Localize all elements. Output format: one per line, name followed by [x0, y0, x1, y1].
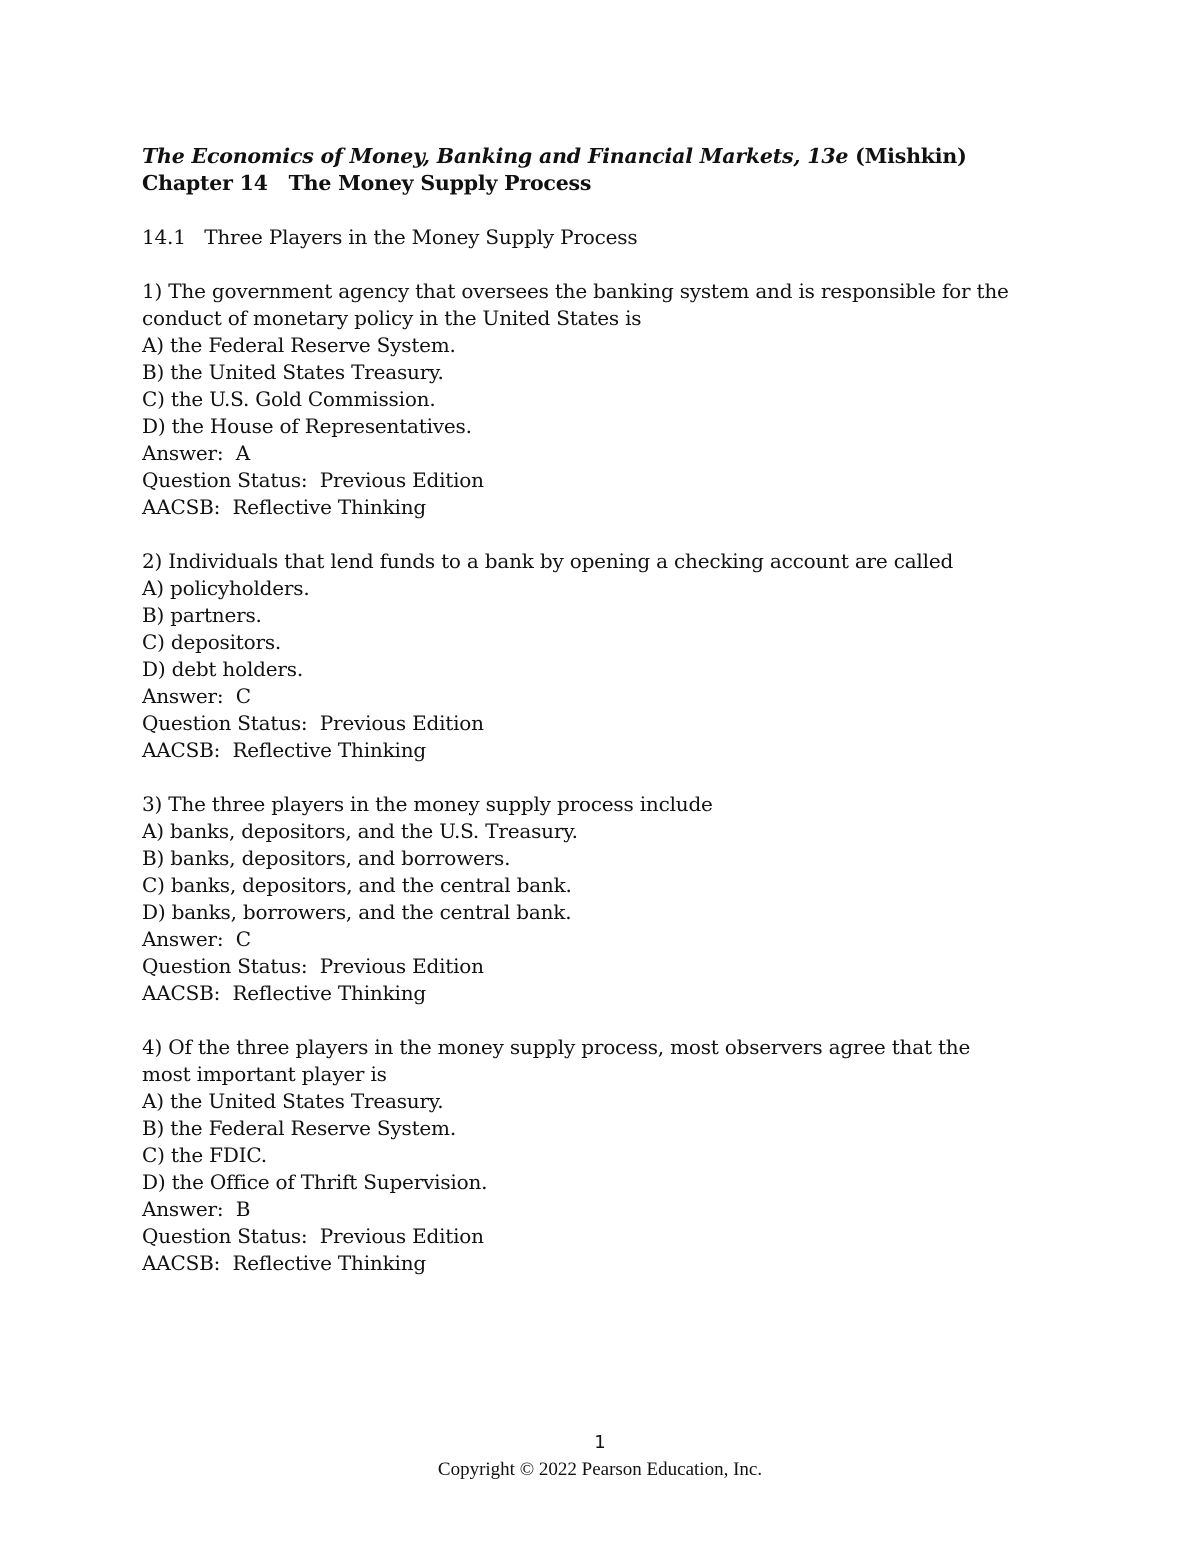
- option-d: D) banks, borrowers, and the central bank.: [142, 900, 572, 924]
- book-title-line: [142, 143, 1082, 170]
- spacer: [142, 521, 1082, 548]
- book-title: The Economics of Money, Banking and Financial Markets, 13e: [142, 144, 849, 168]
- question-stem: 2) Individuals that lend funds to a bank by opening a checking account are called: [142, 549, 954, 573]
- section-title: 14.1 Three Players in the Money Supply Process: [142, 225, 638, 249]
- option-a: A) the United States Treasury.: [142, 1089, 444, 1113]
- page-number: 1: [594, 1432, 606, 1453]
- question-status: Question Status: Previous Edition: [142, 468, 484, 492]
- option-a: A) the Federal Reserve System.: [142, 333, 456, 357]
- answer: Answer: C: [142, 927, 251, 951]
- aacsb-tag: AACSB: Reflective Thinking: [142, 495, 426, 519]
- spacer: [142, 764, 1082, 791]
- question-status: Question Status: Previous Edition: [142, 711, 484, 735]
- spacer: [142, 197, 1082, 224]
- option-d: D) debt holders.: [142, 657, 303, 681]
- option-a: A) policyholders.: [142, 576, 310, 600]
- answer: Answer: B: [142, 1197, 251, 1221]
- question-status: Question Status: Previous Edition: [142, 1224, 484, 1248]
- spacer: [142, 1007, 1082, 1034]
- option-c: C) banks, depositors, and the central bank.: [142, 873, 572, 897]
- aacsb-tag: AACSB: Reflective Thinking: [142, 738, 426, 762]
- answer: Answer: C: [142, 684, 251, 708]
- option-b: B) banks, depositors, and borrowers.: [142, 846, 511, 870]
- option-b: B) the Federal Reserve System.: [142, 1116, 456, 1140]
- chapter-title: Chapter 14 The Money Supply Process: [142, 171, 592, 195]
- question-block-4: [142, 1034, 1082, 1277]
- aacsb-tag: AACSB: Reflective Thinking: [142, 981, 426, 1005]
- option-a: A) banks, depositors, and the U.S. Treasury.: [142, 819, 578, 843]
- page-content: [142, 143, 1082, 1277]
- question-stem: 1) The government agency that oversees the banking system and is responsible for the conduct of monetary policy in the United States is: [142, 279, 1009, 330]
- option-b: B) the United States Treasury.: [142, 360, 444, 384]
- option-c: C) the U.S. Gold Commission.: [142, 387, 436, 411]
- answer: Answer: A: [142, 441, 251, 465]
- question-status: Question Status: Previous Edition: [142, 954, 484, 978]
- option-b: B) partners.: [142, 603, 262, 627]
- question-stem: 4) Of the three players in the money supply process, most observers agree that the most important player is: [142, 1035, 971, 1086]
- option-c: C) depositors.: [142, 630, 282, 654]
- book-author: (Mishkin): [855, 144, 967, 168]
- option-d: D) the House of Representatives.: [142, 414, 472, 438]
- question-block-1: [142, 278, 1082, 521]
- copyright-notice: Copyright © 2022 Pearson Education, Inc.: [437, 1459, 763, 1480]
- question-block-3: [142, 791, 1082, 1007]
- option-c: C) the FDIC.: [142, 1143, 267, 1167]
- aacsb-tag: AACSB: Reflective Thinking: [142, 1251, 426, 1275]
- spacer: [142, 251, 1082, 278]
- option-d: D) the Office of Thrift Supervision.: [142, 1170, 488, 1194]
- question-block-2: [142, 548, 1082, 764]
- question-stem: 3) The three players in the money supply process include: [142, 792, 713, 816]
